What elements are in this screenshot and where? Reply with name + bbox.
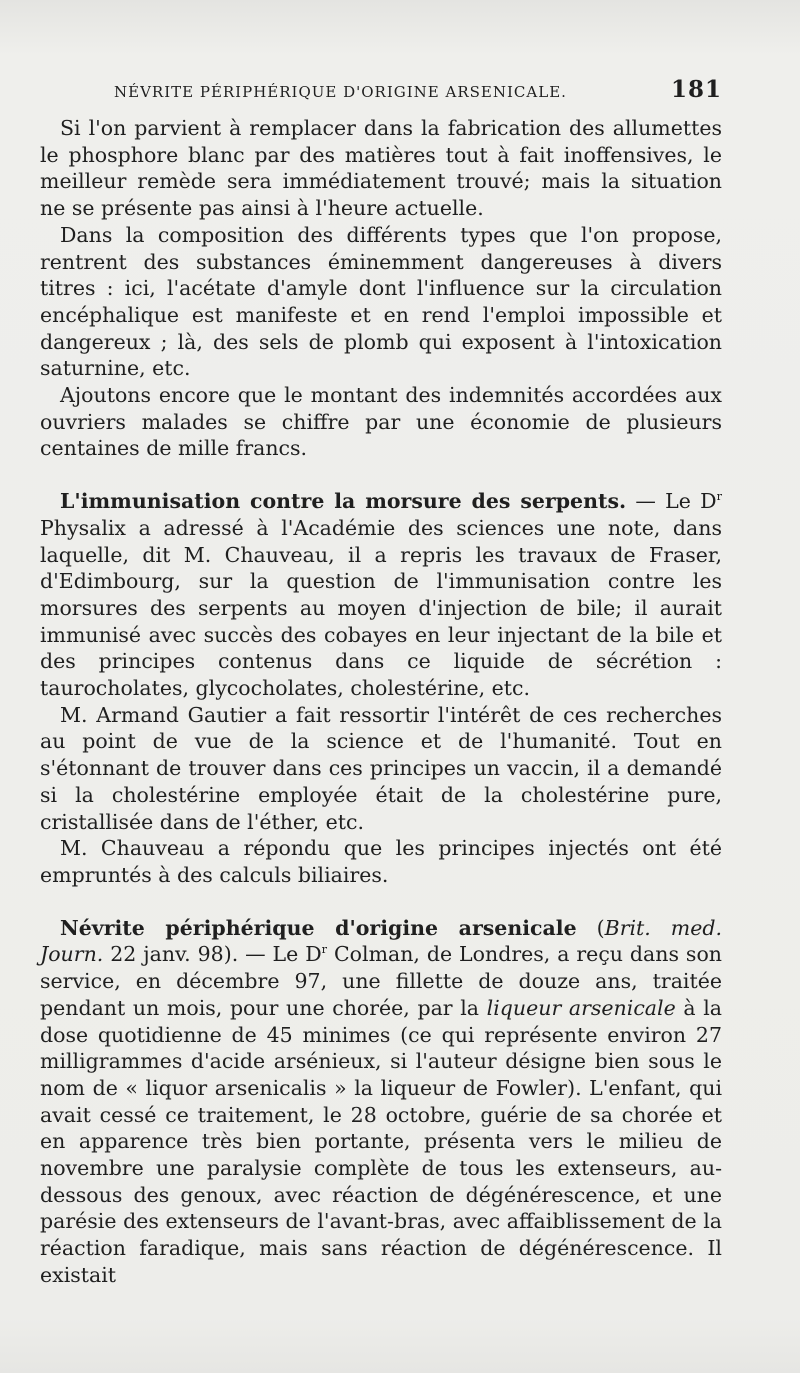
- paragraph-matches: Si l'on parvient à remplacer dans la fabrication des allumettes le phosphore blanc par des matières tout à fait inoffensives, le meilleur remède sera immédiatement trouvé; mais la situation ne se présente pas ainsi à l'heure actuelle.: [40, 116, 722, 221]
- body-text: [40, 115, 722, 1289]
- italic-term: liqueur arsenicale: [486, 995, 676, 1020]
- superscript: r: [716, 490, 722, 504]
- running-title: NÉVRITE PÉRIPHÉRIQUE D'ORIGINE ARSENICALE.: [114, 83, 567, 101]
- text-fragment: Physalix a adressé à l'Académie des sciences une note, dans laquelle, dit M. Chauveau, il a repris les travaux de Fraser, d'Edimbourg, sur la question de l'immunisation contre les morsures des serpents au moyen d'injection de bile; il aurait immunisé avec succès des cobayes en leur injectant de la bile et des principes contenus dans ce liquide de sécrétion : taurocholates, glycocholates, cholestérine, etc.: [40, 515, 722, 701]
- text-fragment: — Le D: [626, 489, 717, 514]
- paragraph-immunisation: [40, 488, 722, 702]
- paragraph-chauveau-reply: M. Chauveau a répondu que les principes injectés ont été empruntés à des calculs biliaires.: [40, 836, 722, 887]
- paragraph-composition: Dans la composition des différents types que l'on propose, rentrent des substances éminemment dangereuses à divers titres : ici, l'acétate d'amyle dont l'influence sur la circulation encéphalique est manifeste et en rend l'emploi impossible et dangereux ; là, des sels de plomb qui exposent à l'intoxication saturnine, etc.: [40, 222, 722, 381]
- section-gap: [40, 462, 722, 488]
- page-header: [40, 76, 722, 103]
- paragraph-nevrite: [40, 915, 722, 1289]
- section-title-nevrite: Névrite périphérique d'origine arsenicale: [60, 915, 577, 940]
- text-fragment: (: [576, 915, 605, 940]
- paragraph-gautier: M. Armand Gautier a fait ressortir l'intérêt de ces recherches au point de vue de la science et de l'humanité. Tout en s'étonnant de trouver dans ces principes un vaccin, il a demandé si la cholestérine employée était de la cholestérine pure, cristallisée dans de l'éther, etc.: [40, 702, 722, 834]
- text-fragment: Colman, de Londres, a reçu dans son service, en décembre 97, une fillette de douze ans, traitée pendant un mois, pour une chorée, par la: [40, 942, 722, 1020]
- superscript: r: [321, 943, 328, 957]
- section-gap: [40, 889, 722, 915]
- paragraph-indemnities: Ajoutons encore que le montant des indemnités accordées aux ouvriers malades se chiffre par une économie de plusieurs centaines de mille francs.: [40, 383, 722, 461]
- journal-name: Brit. med. Journ.: [40, 915, 723, 967]
- text-fragment: 22 janv. 98). — Le D: [103, 942, 322, 967]
- section-title-immunisation: L'immunisation contre la morsure des serpents.: [60, 489, 627, 514]
- text-fragment: à la dose quotidienne de 45 minimes (ce qui représente environ 27 milligrammes d'acide arsénieux, si l'auteur désigne bien sous le nom de « liquor arsenicalis » la liqueur de Fowler). L'enfant, qui avait cessé ce traitement, le 28 octobre, guérie de sa chorée et en apparence très bien portante, présenta vers le milieu de novembre une paralysie complète de tous les extenseurs, au-dessous des genoux, avec réaction de dégénérescence, et une parésie des extenseurs de l'avant-bras, avec affaiblissement de la réaction faradique, mais sans réaction de dégénérescence. Il existait: [40, 995, 722, 1287]
- page-number: 181: [670, 76, 722, 103]
